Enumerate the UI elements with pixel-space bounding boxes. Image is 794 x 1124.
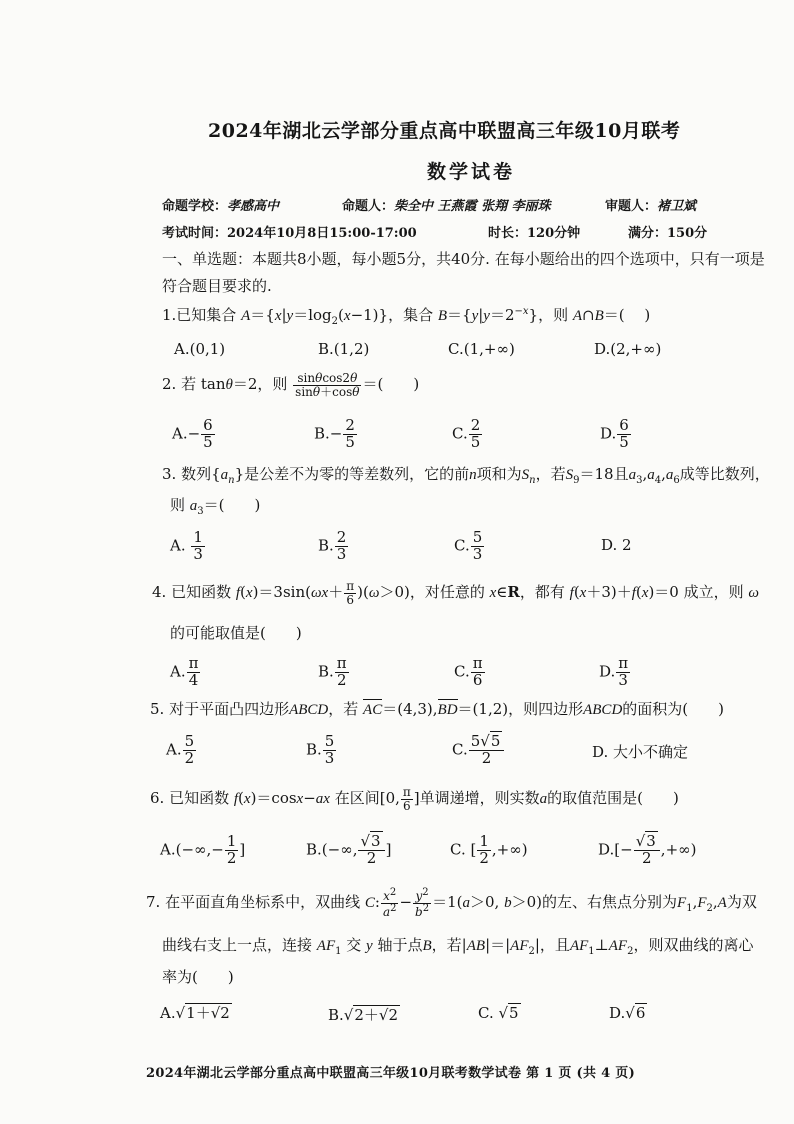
question-5-stem: 5. 对于平面凸四边形ABCD，若 AC＝(4,3),BD＝(1,2)，则四边形ABCD的面积为( ) <box>150 700 724 718</box>
school-value: 孝感高中 <box>227 199 280 214</box>
question-7-option-a: A.√1＋√2 <box>160 1004 230 1022</box>
duration-label: 时长： <box>488 226 528 241</box>
question-6-option-d: D.[− $\frac{√3}{2}$ ,+∞) <box>598 832 697 867</box>
question-5-option-c: C. $\frac{5√5}{2}$ <box>452 734 505 767</box>
question-3-option-b: B. $\frac{2}{3}$ <box>318 528 347 563</box>
question-1-option-a: A.(0,1) <box>174 340 226 358</box>
question-4-option-b: B. $\frac{\pi}{2}$ <box>318 654 347 689</box>
question-7-stem-line2: 曲线右支上一点，连接 $AF_1$ 交 y 轴于点B，若$|AB|=|AF_2|$，且$AF_1\perp AF_2$，则双曲线的离心 <box>162 936 754 957</box>
question-2-option-c: C. $\frac{2}{5}$ <box>452 416 481 451</box>
question-3-option-c: C. $\frac{5}{3}$ <box>454 528 483 563</box>
meta-time <box>162 222 417 241</box>
duration-value: 120分钟 <box>527 226 581 241</box>
meta-school <box>162 195 279 214</box>
question-6-option-a: A.(−∞,− $\frac{1}{2}$ ] <box>160 832 246 867</box>
section-heading-line2: 符合题目要求的. <box>162 277 272 295</box>
authors-label: 命题人： <box>342 199 395 214</box>
authors-value: 柴全中 王燕霞 张翔 李丽珠 <box>394 199 551 214</box>
question-7-option-c: C. √5 <box>478 1004 519 1022</box>
question-4-stem-line2: 的可能取值是( ) <box>170 624 302 642</box>
question-3-stem-line2: 则 $a_3=$( ) <box>170 496 261 517</box>
question-5-option-d: D. 大小不确定 <box>592 743 689 761</box>
exam-title: 2024年湖北云学部分重点高中联盟高三年级10月联考 <box>208 120 681 142</box>
question-4-option-a: A. $\frac{\pi}{4}$ <box>170 654 199 689</box>
question-7-stem-line3: 率为( ) <box>162 968 234 986</box>
school-label: 命题学校： <box>162 199 228 214</box>
question-4-option-c: C. $\frac{\pi}{6}$ <box>454 654 483 689</box>
question-7-line2-text: 曲线右支上一点，连接 <box>162 936 313 954</box>
reviewer-value: 褚卫斌 <box>657 199 697 214</box>
question-1-option-b: B.(1,2) <box>318 340 370 358</box>
question-1-stem: 1.已知集合 $A=\{x|y=\log_2(x-1)\}$，集合 $B=\{y|y=2^{-x}\}$，则 A∩B＝( ) <box>162 306 651 327</box>
meta-reviewer <box>605 195 696 214</box>
question-5-option-a: A. $\frac{5}{2}$ <box>166 732 195 767</box>
reviewer-label: 审题人： <box>605 199 658 214</box>
question-1-option-d: D.(2,+∞) <box>594 340 662 358</box>
question-3-stem-line1: 3. 数列$\{a_n\}$是公差不为零的等差数列，它的前n项和为$S_n$，若$S_9=18$且$a_3,a_4,a_6$成等比数列， <box>162 465 770 486</box>
time-label: 考试时间： <box>162 226 228 241</box>
question-2-option-b: B.− $\frac{2}{5}$ <box>314 416 355 451</box>
question-3-option-d: D. 2 <box>601 536 632 554</box>
question-6-option-b: B.(−∞, $\frac{√3}{2}$ ] <box>306 832 392 867</box>
question-5-option-b: B. $\frac{5}{3}$ <box>306 732 335 767</box>
score-value: 150分 <box>667 226 708 241</box>
question-2-option-a: A.− $\frac{6}{5}$ <box>172 416 213 451</box>
question-4-option-d: D. $\frac{\pi}{3}$ <box>599 654 629 689</box>
section-heading-line1: 一、单选题：本题共8小题，每小题5分，共40分. 在每小题给出的四个选项中，只有一项是 <box>162 250 765 268</box>
question-7-option-b: B.√2＋√2 <box>328 1006 399 1024</box>
question-2-option-d: D. $\frac{6}{5}$ <box>600 416 629 451</box>
question-1-option-c: C.(1,+∞) <box>448 340 515 358</box>
time-value: 2024年10月8日15:00-17:00 <box>227 226 417 241</box>
page-footer: 2024年湖北云学部分重点高中联盟高三年级10月联考数学试卷 第 1 页 (共 4 页) <box>146 1066 636 1081</box>
meta-duration <box>488 222 580 241</box>
meta-score <box>628 222 707 241</box>
question-6-option-c: C. [ $\frac{1}{2}$ ,+∞) <box>450 832 528 867</box>
score-label: 满分： <box>628 226 668 241</box>
question-6-stem: 6. 已知函数 f(x)＝cosx−ax 在区间[0, $\frac{\pi}{6}$ ]单调递增，则实数a的取值范围是( ) <box>150 785 679 813</box>
meta-authors <box>342 195 551 214</box>
question-2-stem: 2. 若 tanθ＝2，则 $\frac{\sin\theta\cos 2\theta}{\sin\theta+\cos\theta}$ ＝( ) <box>162 371 420 399</box>
question-7-option-d: D.√6 <box>609 1004 646 1022</box>
question-7-stem-line1: 7. 在平面直角坐标系中，双曲线 C: $\frac{x^2}{a^2}$ − $\frac{y^2}{b^2}$ ＝1(a＞0, b＞0)的左、右焦点分别为$F_1,F_2,A$为双 <box>146 887 757 919</box>
question-4-stem-line1: 4. 已知函数 f(x)＝3sin(ωx＋ $\frac{\pi}{6}$ )(ω＞0)，对任意的 x∈R，都有 f(x＋3)＋f(x)＝0 成立，则 ω <box>152 579 759 607</box>
question-3-option-a: A. $\frac{1}{3}$ <box>170 528 203 563</box>
exam-subtitle: 数学试卷 <box>427 161 516 183</box>
